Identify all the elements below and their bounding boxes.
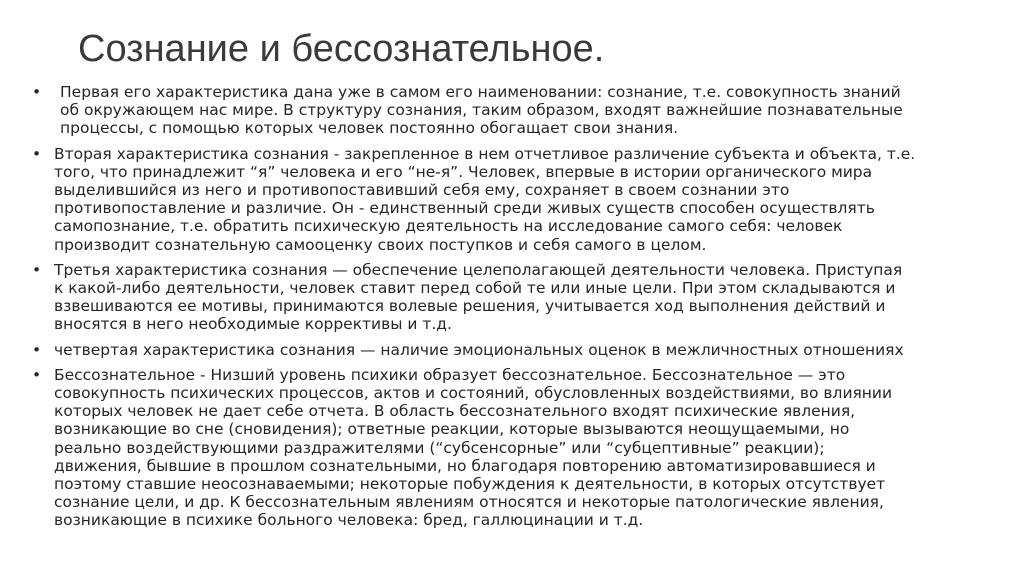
bullet-dot-icon: • bbox=[32, 340, 42, 359]
text-line: к какой-либо деятельности, человек ставит перед собой те или иные цели. При этом складываются и bbox=[54, 279, 896, 298]
text-line: Бессознательное - Низший уровень психики образует бессознательное. Бессознательное — это bbox=[54, 365, 846, 384]
bullet-dot-icon: • bbox=[32, 365, 42, 384]
text-line: того, что принадлежит “я” человека и его “не-я”. Человек, впервые в истории органического мира bbox=[54, 162, 873, 181]
bullet-list bbox=[30, 83, 990, 537]
text-line: противопоставление и различие. Он - единственный среди живых существ способен осуществлять bbox=[54, 199, 875, 218]
bullet-dot-icon: • bbox=[32, 260, 42, 279]
text-line: Третья характеристика сознания — обеспечение целеполагающей деятельности человека. Приступая bbox=[54, 260, 903, 279]
text-line: взвешиваются ее мотивы, принимаются волевые решения, учитывается ход выполнения действий и bbox=[54, 297, 886, 316]
text-line: поэтому ставшие неосознаваемыми; некоторые побуждения к деятельности, в которых отсутствует bbox=[54, 475, 886, 494]
text-line: четвертая характеристика сознания — наличие эмоциональных оценок в межличностных отношениях bbox=[54, 340, 904, 359]
text-line: совокупность психических процессов, актов и состояний, обусловленных воздействиями, во влиянии bbox=[54, 384, 893, 403]
bullet-dot-icon: • bbox=[32, 144, 42, 163]
text-line: сознание цели, и др. К бессознательным явлениям относятся и некоторые патологические явления, bbox=[54, 493, 884, 512]
bullet-item bbox=[30, 341, 990, 359]
text-line: самопознание, т.е. обратить психическую деятельность на исследование самого себя: человек bbox=[54, 217, 843, 236]
text-line: возникающие во сне (сновидения); ответные реакции, которые вызываются неощущаемыми, но bbox=[54, 420, 850, 439]
text-line: реально воздействующими раздражителями (“субсенсорные” или “субцептивные” реакции); bbox=[54, 438, 825, 457]
bullet-item bbox=[30, 83, 990, 138]
bullet-text bbox=[54, 145, 990, 254]
text-line: Вторая характеристика сознания - закрепленное в нем отчетливое различение субъекта и объекта, т.е. bbox=[54, 144, 916, 163]
text-line: вносятся в него необходимые коррективы и т.д. bbox=[54, 315, 452, 334]
bullet-text bbox=[54, 261, 990, 334]
bullet-item bbox=[30, 261, 990, 334]
slide-title: Сознание и бессознательное. bbox=[78, 28, 605, 70]
bullet-text bbox=[54, 366, 990, 530]
text-line: которых человек не дает себе отчета. В область бессознательного входят психические явления, bbox=[54, 402, 856, 421]
text-line: процессы, с помощью которых человек постоянно обогащает свои знания. bbox=[60, 119, 679, 138]
bullet-text bbox=[54, 83, 990, 138]
text-line: Первая его характеристика дана уже в самом его наименовании: сознание, т.е. совокупность знаний bbox=[60, 83, 901, 101]
bullet-item bbox=[30, 145, 990, 254]
text-line: об окружающем нас мире. В структуру сознания, таким образом, входят важнейшие познавательные bbox=[60, 101, 903, 120]
text-line: возникающие в психике больного человека: бред, галлюцинации и т.д. bbox=[54, 511, 644, 530]
text-line: выделившийся из него и противопоставивший себя ему, сохраняет в своем сознании это bbox=[54, 181, 790, 200]
bullet-dot-icon: • bbox=[32, 83, 42, 101]
text-line: движения, бывшие в прошлом сознательными, но благодаря повторению автоматизировавшиеся и bbox=[54, 456, 876, 475]
text-line: производит сознательную самооценку своих поступков и себя самого в целом. bbox=[54, 235, 707, 254]
bullet-item bbox=[30, 366, 990, 530]
bullet-text bbox=[54, 341, 990, 359]
